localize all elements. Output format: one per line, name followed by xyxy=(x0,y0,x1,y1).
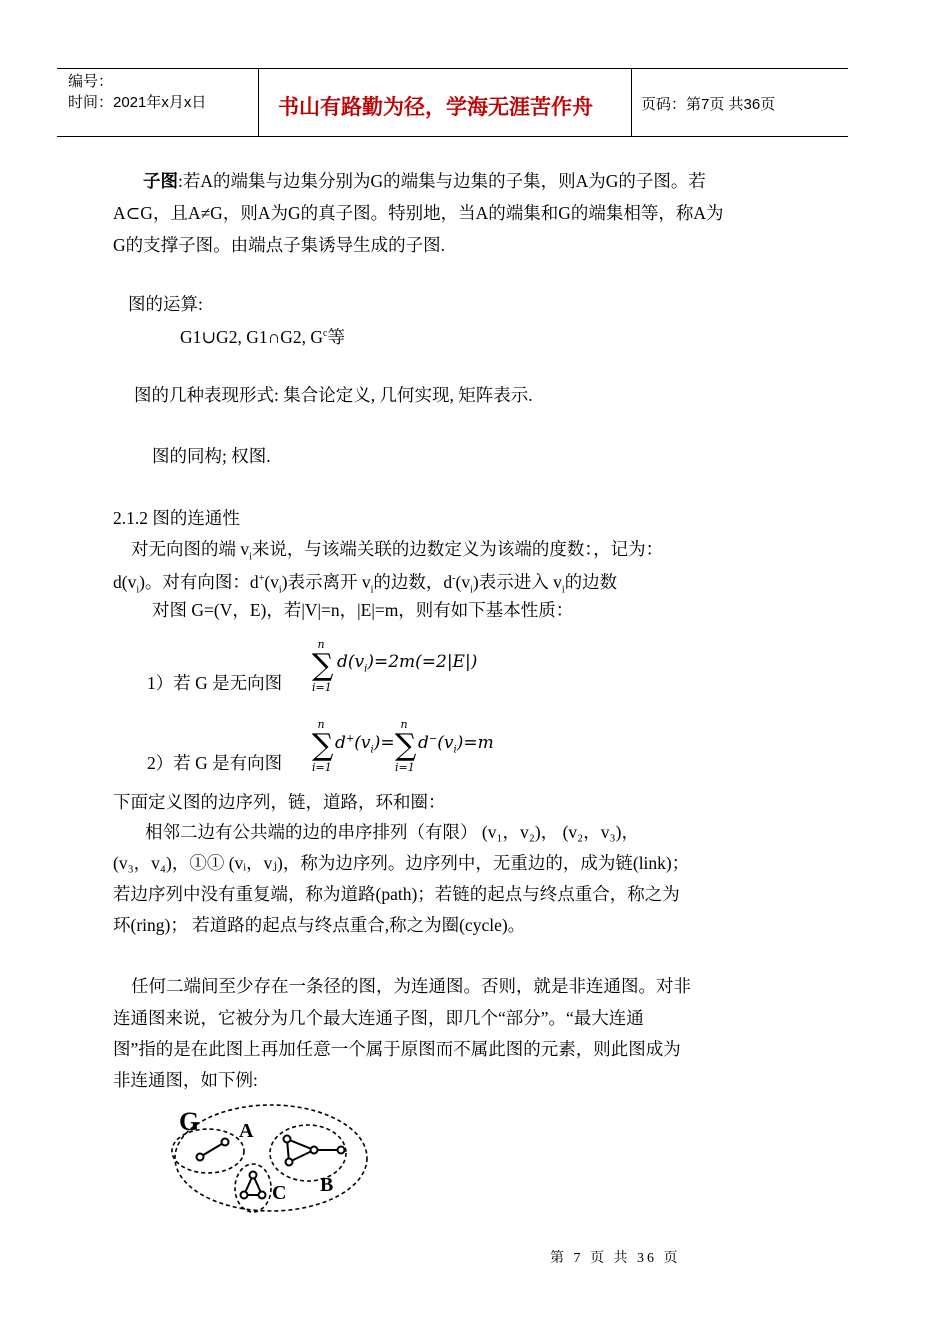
deg2-d: )表示离开 v xyxy=(281,571,371,592)
header-divider-left xyxy=(258,69,259,137)
vertex-b-1 xyxy=(284,1136,291,1143)
header-divider-right xyxy=(631,69,632,137)
eq2-d: d xyxy=(418,733,429,753)
case-1-label: 1）若 G 是无向图 xyxy=(147,673,283,693)
deg2-sub-5: i xyxy=(561,584,565,596)
label-c: C xyxy=(272,1182,287,1204)
connectivity-line-2: 连通图来说，它被分为几个最大连通子图，即几个“部分”。“最大连通 xyxy=(113,1008,644,1028)
subgraph-text-1: :若A的端集与边集分别为G的端集与边集的子集，则A为G的子图。若 xyxy=(178,171,706,191)
eq2-e: (v xyxy=(437,733,454,753)
vertex-c-1 xyxy=(250,1172,257,1179)
eq2-f: )=m xyxy=(456,733,494,753)
header-motto: 书山有路勤为径，学海无涯苦作舟 xyxy=(278,95,593,119)
eq1-tail: )=2m(=2|E|) xyxy=(367,652,478,672)
deg2-c: (v xyxy=(264,571,279,592)
eq1-sum-top: n xyxy=(317,638,325,651)
section-heading: 2.1.2 图的连通性 xyxy=(113,508,240,528)
vertex-b-2 xyxy=(286,1159,293,1166)
eq1-sum-sign: ∑ xyxy=(312,648,334,683)
eq1-sub: i xyxy=(364,663,368,675)
subgraph-term: 子图 xyxy=(143,171,178,191)
eq2-sub-2: i xyxy=(453,744,457,756)
eq2-sup-plus: + xyxy=(345,733,355,745)
deg1-a: 对无向图的端 v xyxy=(131,539,250,559)
ops-tail: 等 xyxy=(327,326,345,347)
connectivity-line-1: 任何二端间至少存在一条径的图，为连通图。否则，就是非连通图。对非 xyxy=(131,976,691,996)
deg2-b: )。对有向图：d xyxy=(139,571,259,592)
iso-line: 图的同构; 权图. xyxy=(152,446,271,466)
deg2-sub-4: i xyxy=(470,584,473,596)
eq1-a: d(v xyxy=(337,652,365,672)
subgraph-line-2: A⊂G，且A≠G，则A为G的真子图。特别地，当A的端集和G的端集相等，称A为 xyxy=(113,203,724,223)
label-a: A xyxy=(239,1120,254,1142)
vertex-b-3 xyxy=(311,1147,318,1154)
properties-line: 对图 G=(V，E)，若|V|=n，|E|=m，则有如下基本性质： xyxy=(152,600,574,620)
eq2-c: )= xyxy=(373,733,395,753)
header-time-label: 时间：2021年x月x日 xyxy=(68,94,207,111)
deg2-sub-2: i xyxy=(278,584,282,596)
definition-line-1: 相邻二边有公共端的边的串序排列（有限） (v₁，v₂)， (v₂，v₃)， xyxy=(145,822,639,842)
vertex-b-4 xyxy=(338,1147,345,1154)
deg2-a: d(v xyxy=(113,571,137,592)
deg2-h: 的边数 xyxy=(564,571,618,592)
ops-sup: c xyxy=(323,328,328,339)
deg2-e: 的边数，d xyxy=(373,571,453,592)
eq2-sum1-top: n xyxy=(317,718,325,731)
subgraph-line-1 xyxy=(143,165,706,197)
definition-line-2: (v₃，v₄)，➀➀ (vᵢ，vⱼ)，称为边序列。边序列中，无重边的，成为链(link)； xyxy=(113,853,690,873)
eq2-sup-minus: − xyxy=(428,733,438,745)
deg2-f: (v xyxy=(455,571,471,592)
eq2-a: d xyxy=(335,733,346,753)
deg2-g: )表示进入 v xyxy=(472,571,562,592)
vertex-a-1 xyxy=(197,1154,204,1161)
deg2-sub-3: i xyxy=(370,584,374,596)
eq2-sum2-bottom: i=1 xyxy=(395,761,415,774)
eq2-sum2-top: n xyxy=(400,718,408,731)
header-bottom-rule xyxy=(57,136,848,137)
eq2-sum1-bottom: i=1 xyxy=(312,761,332,774)
deg2-sub-1: i xyxy=(136,584,140,596)
ops-formula-text: G1∪G2, G1∩G2, G xyxy=(180,326,323,347)
eq2-b: (v xyxy=(354,733,371,753)
eq1-sum-bottom: i=1 xyxy=(312,681,332,694)
page-footer: 第 7 页 共 36 页 xyxy=(550,1251,681,1266)
deg2-sup-minus: - xyxy=(452,573,456,584)
case-2-label: 2）若 G 是有向图 xyxy=(147,753,283,773)
eq1-sum xyxy=(312,638,334,694)
eq1-body xyxy=(337,652,477,674)
definition-intro: 下面定义图的边序列，链，道路，环和圈： xyxy=(113,792,446,812)
forms-line: 图的几种表现形式: 集合论定义, 几何实现, 矩阵表示. xyxy=(134,385,533,405)
deg1-sub: i xyxy=(249,551,252,563)
eq2-left xyxy=(335,733,395,755)
label-b: B xyxy=(320,1174,334,1196)
connectivity-line-3: 图”指的是在此图上再加任意一个属于原图而不属此图的元素，则此图成为 xyxy=(113,1039,681,1059)
eq2-right xyxy=(418,733,494,755)
vertex-c-2 xyxy=(241,1192,248,1199)
connectivity-line-4: 非连通图，如下例: xyxy=(113,1070,258,1090)
eq2-sum1-sign: ∑ xyxy=(312,728,334,763)
deg1-b: 来说，与该端关联的边数定义为该端的度数：，记为： xyxy=(251,539,664,559)
ops-title: 图的运算: xyxy=(128,294,203,314)
ops-formula xyxy=(180,318,345,353)
header-number-label: 编号： xyxy=(68,73,114,90)
vertex-a-2 xyxy=(222,1139,229,1146)
subgraph-line-3: G的支撑子图。由端点子集诱导生成的子图. xyxy=(113,235,446,255)
header-page-label: 页码：第7页 共36页 xyxy=(641,96,776,113)
eq2-sum-2 xyxy=(395,718,417,774)
deg2-sup-plus: + xyxy=(258,573,265,584)
header-top-rule xyxy=(57,68,848,69)
eq2-sum2-sign: ∑ xyxy=(395,728,417,763)
label-g: G xyxy=(179,1107,200,1136)
eq2-sub-1: i xyxy=(370,744,374,756)
definition-line-3: 若边序列中没有重复端，称为道路(path)；若链的起点与终点重合，称之为 xyxy=(113,884,680,904)
vertex-c-3 xyxy=(259,1192,266,1199)
definition-line-4: 环(ring)； 若道路的起点与终点重合,称之为圈(cycle)。 xyxy=(113,915,526,935)
disconnected-graph-figure xyxy=(165,1095,380,1220)
eq2-sum-1 xyxy=(312,718,334,774)
